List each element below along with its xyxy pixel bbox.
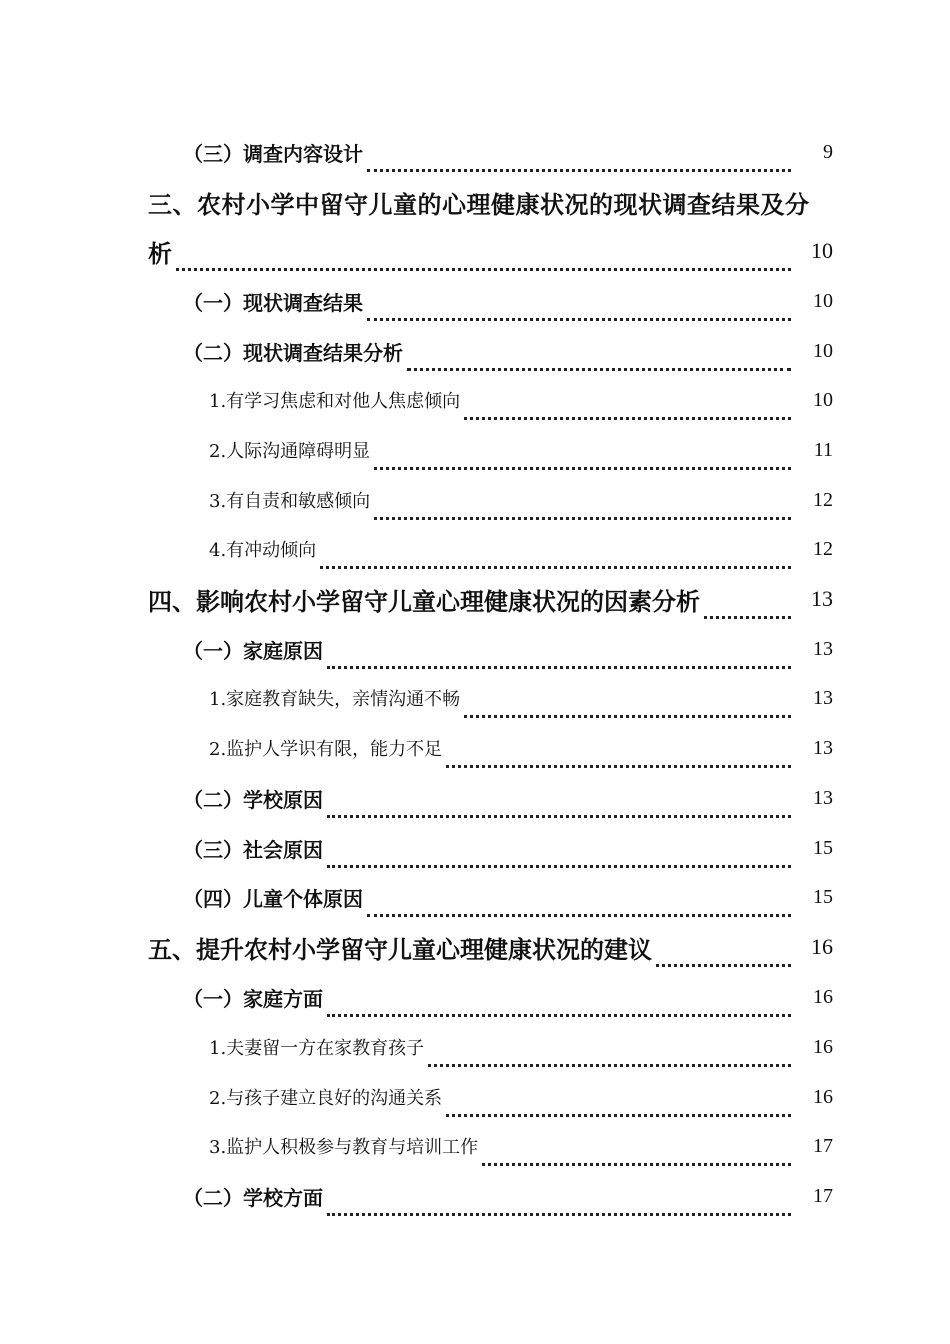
toc-entry-title: （一）现状调查结果 xyxy=(183,290,363,315)
toc-entry[interactable] xyxy=(0,927,950,967)
toc-leader-dots xyxy=(176,260,791,271)
toc-leader-dots xyxy=(482,1155,791,1166)
toc-entry-title: 2.监护人学识有限，能力不足 xyxy=(209,739,443,760)
toc-entry-page: 16 xyxy=(813,985,833,1008)
toc-entry-title: 2.与孩子建立良好的沟通关系 xyxy=(209,1088,443,1109)
toc-entry-page: 15 xyxy=(813,885,833,908)
toc-entry-title: （三）社会原因 xyxy=(183,837,323,862)
toc-entry-page: 10 xyxy=(813,339,833,362)
toc-entry-page: 16 xyxy=(813,1035,833,1058)
toc-entry-title: 五、提升农村小学留守儿童心理健康状况的建议 xyxy=(148,934,652,964)
toc-entry[interactable] xyxy=(0,579,950,619)
toc-entry-page: 16 xyxy=(813,1085,833,1108)
toc-leader-dots xyxy=(464,707,791,718)
toc-entry-title-wrapped[interactable]: 三、农村小学中留守儿童的心理健康状况的现状调查结果及分 xyxy=(148,189,810,219)
toc-entry[interactable] xyxy=(0,828,950,868)
toc-leader-dots xyxy=(374,459,791,470)
toc-entry[interactable] xyxy=(0,877,950,917)
toc-entry-page: 16 xyxy=(811,934,833,959)
toc-entry[interactable] xyxy=(0,728,950,768)
toc-entry[interactable] xyxy=(0,281,950,321)
toc-entry[interactable] xyxy=(0,231,950,271)
toc-entry[interactable] xyxy=(0,629,950,669)
toc-entry[interactable] xyxy=(0,132,950,172)
toc-entry[interactable] xyxy=(0,529,950,569)
toc-leader-dots xyxy=(367,310,791,321)
toc-entry[interactable] xyxy=(0,1077,950,1117)
toc-leader-dots xyxy=(327,857,791,868)
toc-entry-title: （一）家庭原因 xyxy=(183,638,323,663)
toc-entry[interactable] xyxy=(0,331,950,371)
toc-entry-title: 1.夫妻留一方在家教育孩子 xyxy=(209,1038,425,1059)
toc-entry-title: 4.有冲动倾向 xyxy=(209,540,317,561)
toc-entry-title: （一）家庭方面 xyxy=(183,986,323,1011)
toc-entry-page: 11 xyxy=(813,438,833,461)
toc-entry[interactable] xyxy=(0,430,950,470)
toc-entry-title: 3.监护人积极参与教育与培训工作 xyxy=(209,1137,479,1158)
toc-leader-dots xyxy=(446,757,791,768)
toc-entry-page: 13 xyxy=(811,586,833,611)
toc-entry-page: 12 xyxy=(813,537,833,560)
toc-entry[interactable] xyxy=(0,977,950,1017)
toc-entry-page: 13 xyxy=(813,686,833,709)
toc-leader-dots xyxy=(327,658,791,669)
toc-entry-title: 2.人际沟通障碍明显 xyxy=(209,441,371,462)
toc-entry-title: （四）儿童个体原因 xyxy=(183,886,363,911)
toc-entry[interactable] xyxy=(0,480,950,520)
toc-entry-page: 13 xyxy=(813,637,833,660)
toc-leader-dots xyxy=(464,409,791,420)
toc-leader-dots xyxy=(327,1205,791,1216)
toc-leader-dots xyxy=(327,807,791,818)
toc-entry-title: 1.家庭教育缺失，亲情沟通不畅 xyxy=(209,689,461,710)
toc-entry-page: 15 xyxy=(813,836,833,859)
toc-leader-dots xyxy=(327,1006,791,1017)
toc-entry[interactable] xyxy=(0,1176,950,1216)
toc-entry-title: 1.有学习焦虑和对他人焦虑倾向 xyxy=(209,391,461,412)
toc-entry-title: （二）学校方面 xyxy=(183,1185,323,1210)
toc-entry[interactable] xyxy=(0,678,950,718)
toc-entry-title: （二）学校原因 xyxy=(183,787,323,812)
toc-leader-dots xyxy=(320,558,791,569)
toc-leader-dots xyxy=(428,1056,791,1067)
toc-entry-page: 17 xyxy=(813,1184,833,1207)
toc-entry-page: 12 xyxy=(813,488,833,511)
toc-entry-page: 9 xyxy=(823,140,833,163)
toc-leader-dots xyxy=(704,608,791,619)
toc-leader-dots xyxy=(656,956,791,967)
toc-entry-title: 析 xyxy=(148,238,172,268)
toc-entry-title: （二）现状调查结果分析 xyxy=(183,340,403,365)
toc-entry-page: 10 xyxy=(813,388,833,411)
toc-leader-dots xyxy=(374,509,791,520)
toc-leader-dots xyxy=(367,161,791,172)
toc-leader-dots xyxy=(446,1106,791,1117)
toc-entry-page: 13 xyxy=(813,736,833,759)
toc-entry[interactable] xyxy=(0,778,950,818)
toc-entry-page: 13 xyxy=(813,786,833,809)
toc-entry-title: （三）调查内容设计 xyxy=(183,141,363,166)
toc-entry-page: 10 xyxy=(811,238,833,263)
toc-entry[interactable] xyxy=(0,380,950,420)
toc-entry-page: 10 xyxy=(813,289,833,312)
toc-entry[interactable] xyxy=(0,1126,950,1166)
toc-leader-dots xyxy=(367,906,791,917)
toc-entry[interactable] xyxy=(0,1027,950,1067)
toc-entry-title: 四、影响农村小学留守儿童心理健康状况的因素分析 xyxy=(148,586,700,616)
toc-entry-title: 3.有自责和敏感倾向 xyxy=(209,491,371,512)
toc-leader-dots xyxy=(407,360,791,371)
toc-entry-page: 17 xyxy=(813,1134,833,1157)
